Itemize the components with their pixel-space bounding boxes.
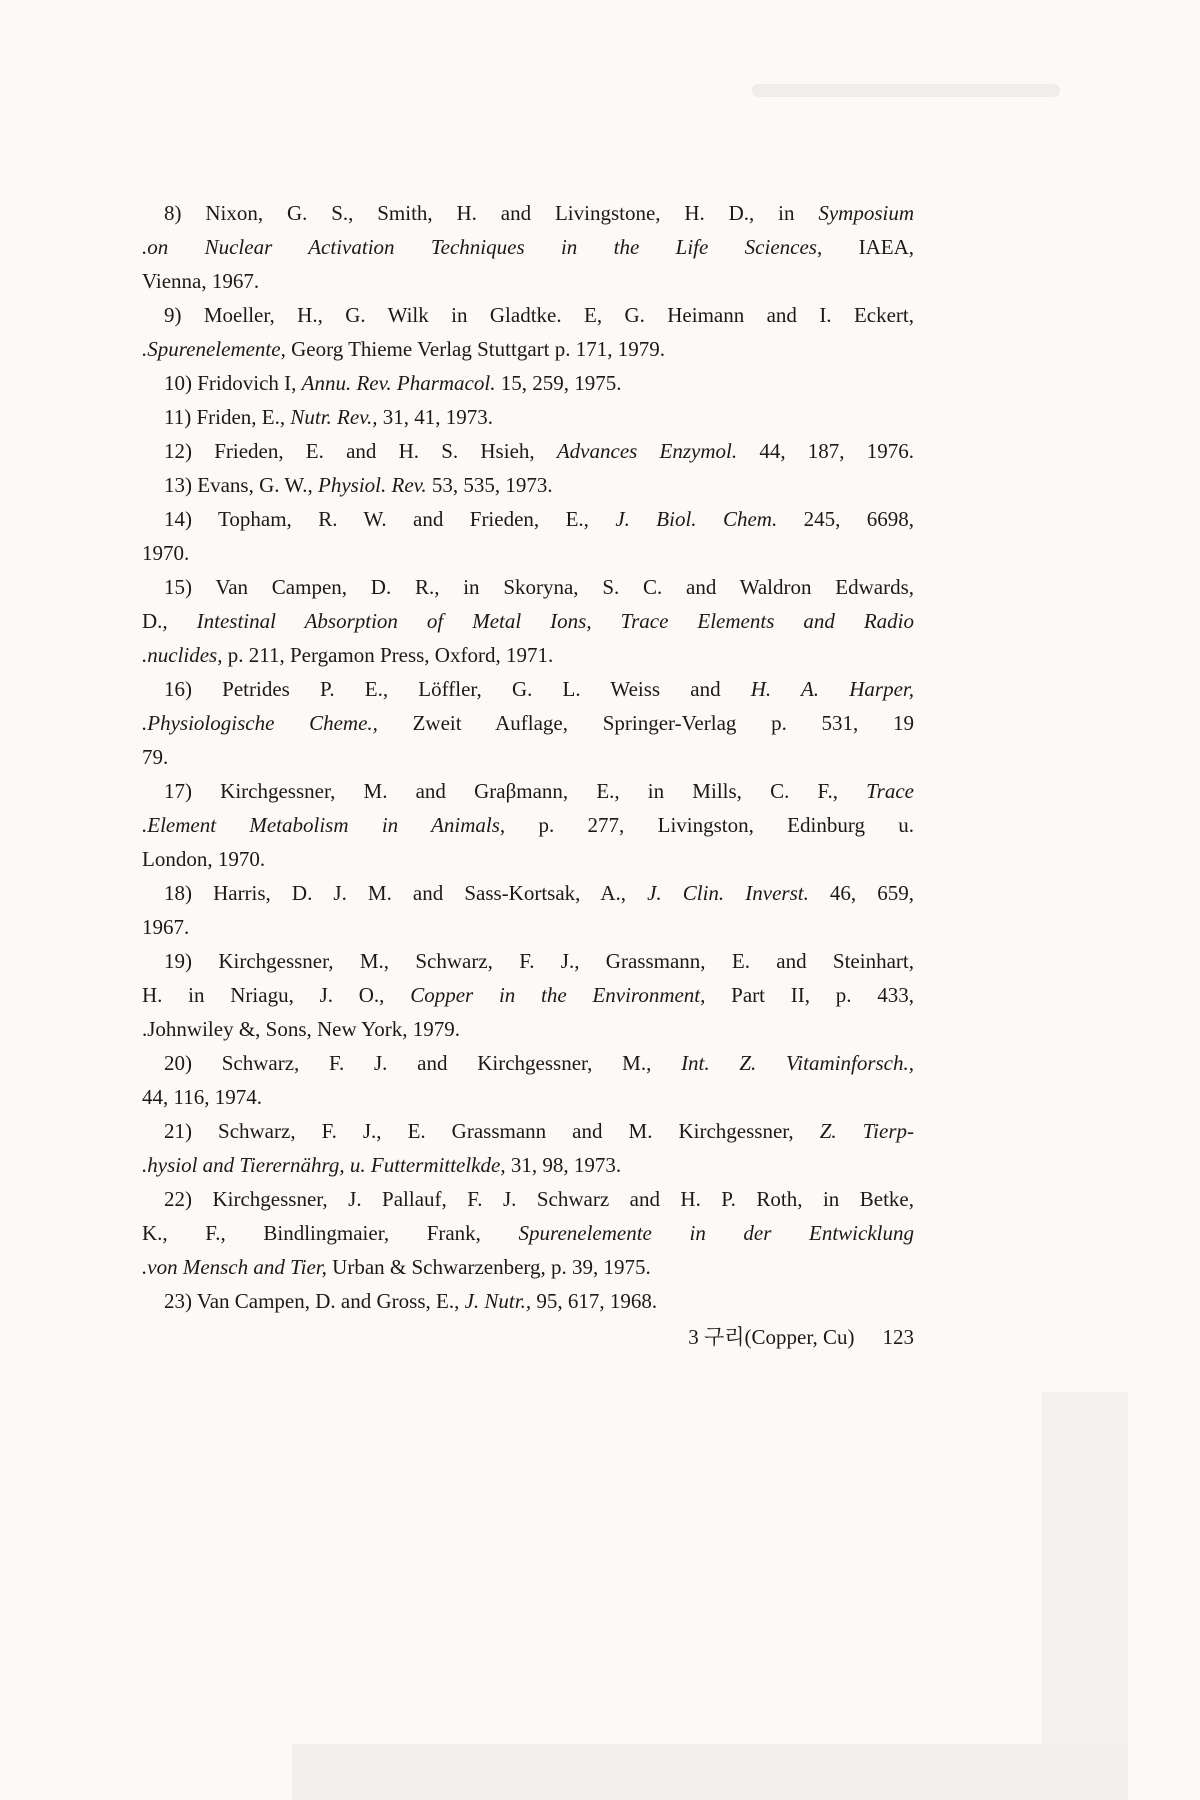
reference-line: 19) Kirchgessner, M., Schwarz, F. J., Grassmann, E. and Steinhart, <box>164 949 914 973</box>
reference-item-8 <box>142 196 914 298</box>
scan-artifact-right <box>1042 1392 1128 1800</box>
reference-line: .Element Metabolism in Animals, p. 277, Livingston, Edinburg u. <box>142 813 915 837</box>
reference-item-13 <box>142 468 914 502</box>
reference-line: .Spurenelemente, Georg Thieme Verlag Stuttgart p. 171, 1979. <box>142 337 665 361</box>
reference-item-10 <box>142 366 914 400</box>
reference-item-22 <box>142 1182 914 1284</box>
reference-item-20 <box>142 1046 914 1114</box>
reference-line: H. in Nriagu, J. O., Copper in the Environment, Part II, p. 433, <box>142 983 914 1007</box>
reference-line: .Physiologische Cheme., Zweit Auflage, Springer-Verlag p. 531, 19 <box>142 711 914 735</box>
reference-line: .von Mensch and Tier, Urban & Schwarzenberg, p. 39, 1975. <box>142 1255 651 1279</box>
reference-item-16 <box>142 672 914 774</box>
scan-artifact-bottom <box>292 1744 1128 1800</box>
reference-line: Vienna, 1967. <box>142 269 260 293</box>
reference-line: 15) Van Campen, D. R., in Skoryna, S. C. and Waldron Edwards, <box>164 575 914 599</box>
reference-line: .nuclides, p. 211, Pergamon Press, Oxford, 1971. <box>142 643 554 667</box>
reference-line: London, 1970. <box>142 847 266 871</box>
reference-item-17 <box>142 774 914 876</box>
reference-line: 18) Harris, D. J. M. and Sass-Kortsak, A., J. Clin. Inverst. 46, 659, <box>164 881 915 905</box>
reference-item-23 <box>142 1284 914 1318</box>
reference-item-18 <box>142 876 914 944</box>
reference-line: 23) Van Campen, D. and Gross, E., J. Nutr., 95, 617, 1968. <box>164 1289 658 1313</box>
reference-item-21 <box>142 1114 914 1182</box>
reference-line: 9) Moeller, H., G. Wilk in Gladtke. E, G. Heimann and I. Eckert, <box>164 303 914 327</box>
reference-line: 11) Friden, E., Nutr. Rev., 31, 41, 1973. <box>164 405 493 429</box>
reference-line: 20) Schwarz, F. J. and Kirchgessner, M., Int. Z. Vitaminforsch., <box>164 1051 914 1075</box>
reference-line: 8) Nixon, G. S., Smith, H. and Livingstone, H. D., in Symposium <box>164 201 914 225</box>
page-footer <box>142 1320 914 1354</box>
reference-line: 1967. <box>142 915 190 939</box>
reference-item-11 <box>142 400 914 434</box>
reference-item-19 <box>142 944 914 1046</box>
reference-line: D., Intestinal Absorption of Metal Ions, Trace Elements and Radio <box>142 609 914 633</box>
reference-line: 14) Topham, R. W. and Frieden, E., J. Biol. Chem. 245, 6698, <box>164 507 915 531</box>
reference-line: 1970. <box>142 541 190 565</box>
reference-line: 16) Petrides P. E., Löffler, G. L. Weiss and H. A. Harper, <box>164 677 914 701</box>
reference-line: 21) Schwarz, F. J., E. Grassmann and M. Kirchgessner, Z. Tierp- <box>164 1119 914 1143</box>
reference-line: 79. <box>142 745 169 769</box>
reference-item-9 <box>142 298 914 366</box>
reference-line: .on Nuclear Activation Techniques in the Life Sciences, IAEA, <box>142 235 914 259</box>
reference-line: .hysiol and Tierernährg, u. Futtermittelkde, 31, 98, 1973. <box>142 1153 622 1177</box>
reference-line: 44, 116, 1974. <box>142 1085 262 1109</box>
references-list <box>142 196 914 1318</box>
reference-line: 10) Fridovich I, Annu. Rev. Pharmacol. 15, 259, 1975. <box>164 371 622 395</box>
scan-artifact-top <box>752 84 1060 97</box>
reference-item-12 <box>142 434 914 468</box>
reference-line: .Johnwiley &, Sons, New York, 1979. <box>142 1017 460 1041</box>
reference-line: 12) Frieden, E. and H. S. Hsieh, Advances Enzymol. 44, 187, 1976. <box>164 439 914 463</box>
chapter-label: 3 구리(Copper, Cu) <box>688 1325 855 1349</box>
reference-item-14 <box>142 502 914 570</box>
page-number: 123 <box>882 1325 914 1349</box>
reference-line: K., F., Bindlingmaier, Frank, Spurenelemente in der Entwicklung <box>142 1221 914 1245</box>
reference-line: 17) Kirchgessner, M. and Graβmann, E., in Mills, C. F., Trace <box>164 779 914 803</box>
reference-item-15 <box>142 570 914 672</box>
reference-line: 13) Evans, G. W., Physiol. Rev. 53, 535, 1973. <box>164 473 553 497</box>
reference-line: 22) Kirchgessner, J. Pallauf, F. J. Schwarz and H. P. Roth, in Betke, <box>164 1187 914 1211</box>
